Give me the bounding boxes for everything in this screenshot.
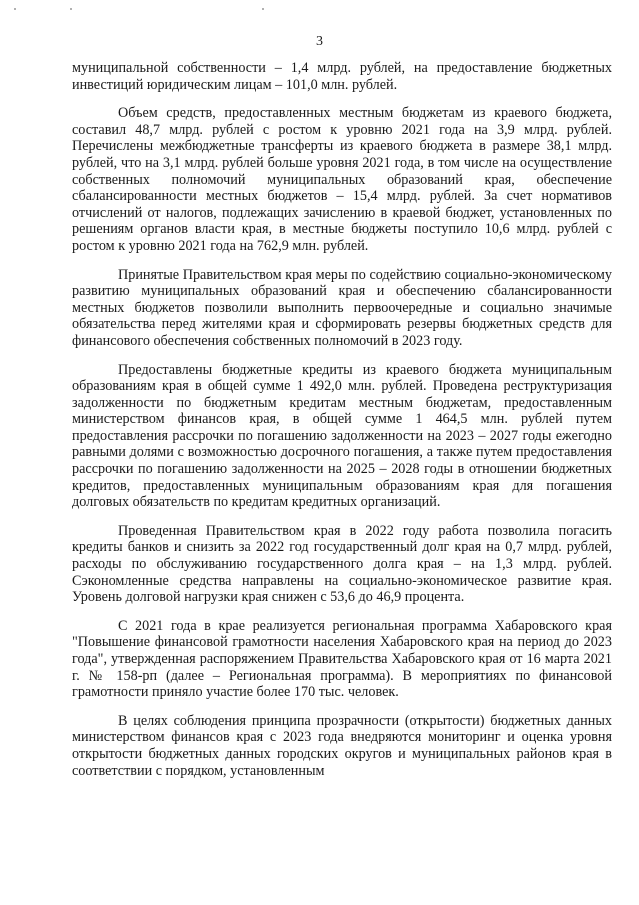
scan-artifact [14, 8, 16, 10]
paragraph-government-measures: Принятые Правительством края меры по содействию социально-экономическому развитию муниципальных образований края и обеспечению сбалансированности местных бюджетов позволили выполнить первоочередные и социально значимые обязательства перед жителями края и сформировать резервы бюджетных средств для финансового обеспечения собственных полномочий в 2023 году. [72, 266, 612, 349]
paragraph-budget-credits: Предоставлены бюджетные кредиты из краевого бюджета муниципальным образованиям края в общей сумме 1 492,0 млн. рублей. Проведена реструктуризация задолженности по бюджетным кредитам местным бюджетам, предоставленным министерством финансов края, в общей сумме 1 464,5 млн. рублей путем предоставления рассрочки по погашению задолженности на 2023 – 2027 годы ежегодно равными долями с возможностью досрочного погашения, а также путем предоставления рассрочки по погашению задолженности на 2025 – 2028 годы в отношении бюджетных кредитов, предоставленных муниципальным образованиям края для погашения долговых обязательств по кредитам кредитных организаций. [72, 361, 612, 511]
paragraph-financial-literacy: С 2021 года в крае реализуется региональная программа Хабаровского края "Повышение финансовой грамотности населения Хабаровского края на период до 2023 года", утвержденная распоряжением Правительства Хабаровского края от 16 марта 2021 г. № 158-рп (далее – Региональная программа). В мероприятиях по финансовой грамотности приняло участие более 170 тыс. человек. [72, 617, 612, 701]
paragraph-transparency: В целях соблюдения принципа прозрачности (открытости) бюджетных данных министерством финансов края с 2023 года внедряются мониторинг и оценка уровня открытости бюджетных данных городских округов и муниципальных районов края в соответствии с порядком, установленным [72, 712, 612, 779]
body-text [72, 60, 612, 779]
page-number: 3 [316, 34, 323, 49]
paragraph-local-budgets: Объем средств, предоставленных местным бюджетам из краевого бюджета, составил 48,7 млрд. рублей с ростом к уровню 2021 года на 3,9 млрд. рублей. Перечислены межбюджетные трансферты из краевого бюджета в размере 38,1 млрд. рублей, что на 3,1 млрд. рублей больше уровня 2021 года, в том числе на осуществление собственных полномочий муниципальных образований края, обеспечение сбалансированности местных бюджетов – 15,4 млрд. рублей. За счет нормативов отчислений от налогов, подлежащих зачислению в краевой бюджет, установленных по решениям органов власти края, в местные бюджеты поступило 10,6 млрд. рублей с ростом к уровню 2021 года на 762,9 млн. рублей. [72, 105, 612, 254]
scan-artifact [70, 8, 72, 10]
scan-artifact [262, 8, 264, 10]
paragraph-debt-reduction: Проведенная Правительством края в 2022 году работа позволила погасить кредиты банков и снизить за 2022 год государственный долг края на 0,7 млрд. рублей, расходы по обслуживанию государственного долга края – на 1,3 млрд. рублей. Сэкономленные средства направлены на социально-экономическое развитие края. Уровень долговой нагрузки края снижен с 53,6 до 46,9 процента. [72, 522, 612, 606]
paragraph-continuation: муниципальной собственности – 1,4 млрд. рублей, на предоставление бюджетных инвестиций юридическим лицам – 101,0 млн. рублей. [72, 60, 612, 93]
